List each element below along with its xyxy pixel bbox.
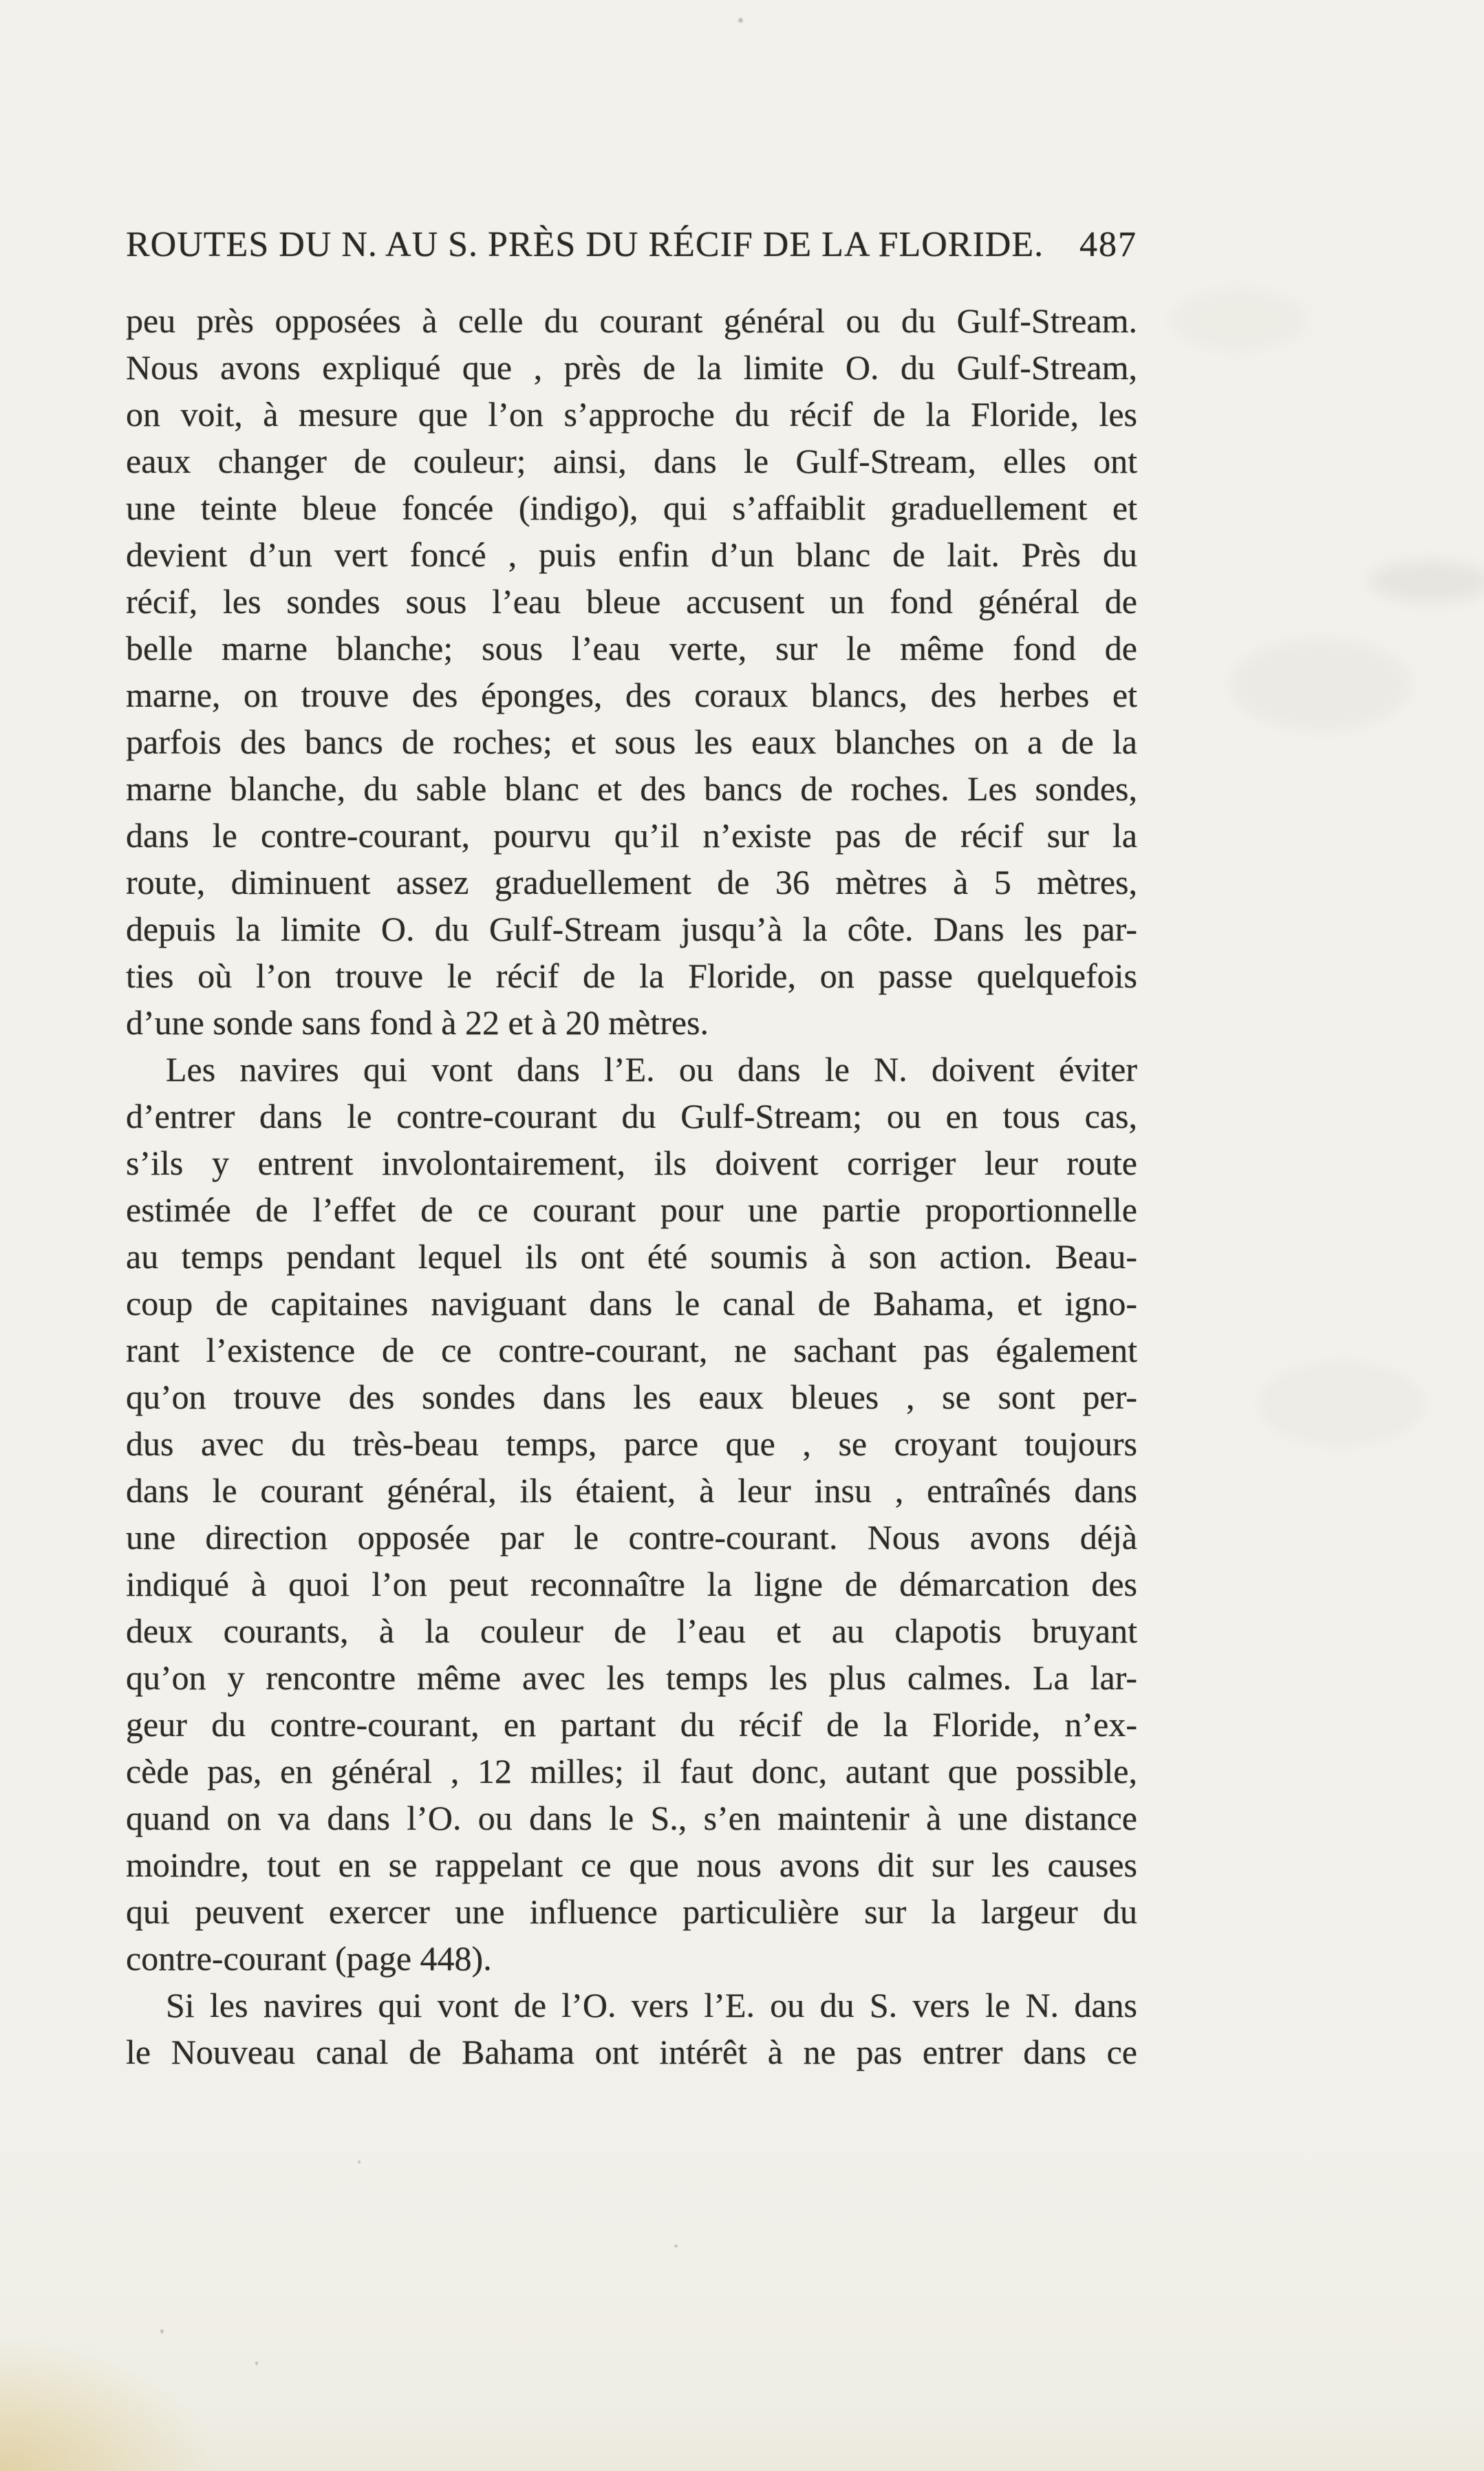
paragraph [126, 1046, 1137, 1982]
page-number: 487 [1079, 225, 1137, 264]
paragraph [126, 1982, 1137, 2075]
text-line: dans le contre-courant, pourvu qu’il n’existe pas de récif sur la [126, 816, 1137, 855]
text-line: indiqué à quoi l’on peut reconnaître la ligne de démarcation des [126, 1565, 1137, 1603]
text-line: s’ils y entrent involontairement, ils doivent corriger leur route [126, 1144, 1137, 1182]
text-line: qui peuvent exercer une influence particulière sur la largeur du [126, 1892, 1137, 1931]
text-line: estimée de l’effet de ce courant pour une partie proportionnelle [126, 1190, 1137, 1229]
paper-speck [358, 2161, 361, 2163]
running-header [126, 224, 1137, 265]
text-line: d’entrer dans le contre-courant du Gulf-Stream; ou en tous cas, [126, 1097, 1137, 1135]
text-line: une teinte bleue foncée (indigo), qui s’affaiblit graduellement et [126, 489, 1137, 527]
text-line: d’une sonde sans fond à 22 et à 20 mètres. [126, 1003, 709, 1042]
text-line: une direction opposée par le contre-courant. Nous avons déjà [126, 1518, 1137, 1557]
paragraph [126, 297, 1137, 1046]
text-line: Les navires qui vont dans l’E. ou dans le N. doivent éviter [166, 1050, 1137, 1089]
text-line: au temps pendant lequel ils ont été soumis à son action. Beau- [126, 1237, 1137, 1276]
text-line: dus avec du très-beau temps, parce que , se croyant toujours [126, 1424, 1137, 1463]
text-line: marne blanche, du sable blanc et des bancs de roches. Les sondes, [126, 769, 1137, 808]
text-line: récif, les sondes sous l’eau bleue accusent un fond général de [126, 582, 1137, 621]
text-line: coup de capitaines naviguant dans le canal de Bahama, et igno- [126, 1284, 1137, 1323]
text-line: qu’on y rencontre même avec les temps les plus calmes. La lar- [126, 1658, 1137, 1697]
paper-speck [160, 2329, 164, 2333]
text-line: belle marne blanche; sous l’eau verte, sur le même fond de [126, 629, 1137, 667]
text-line: qu’on trouve des sondes dans les eaux bleues , se sont per- [126, 1378, 1137, 1416]
text-line: Si les navires qui vont de l’O. vers l’E. ou du S. vers le N. dans [166, 1986, 1137, 2024]
text-line: ties où l’on trouve le récif de la Floride, on passe quelquefois [126, 956, 1137, 995]
text-line: Nous avons expliqué que , près de la limite O. du Gulf-Stream, [126, 348, 1137, 387]
text-line: peu près opposées à celle du courant général ou du Gulf-Stream. [126, 301, 1137, 340]
text-line: quand on va dans l’O. ou dans le S., s’en maintenir à une distance [126, 1799, 1137, 1837]
text-line: dans le courant général, ils étaient, à leur insu , entraînés dans [126, 1471, 1137, 1510]
text-line: route, diminuent assez graduellement de 36 mètres à 5 mètres, [126, 863, 1137, 901]
paper-speck [674, 2245, 678, 2247]
text-line: rant l’existence de ce contre-courant, ne sachant pas également [126, 1331, 1137, 1369]
scan-smudge [1232, 640, 1410, 729]
scan-smudge [1369, 561, 1484, 602]
text-line: deux courants, à la couleur de l’eau et au clapotis bruyant [126, 1612, 1137, 1650]
paper-speck [255, 2362, 258, 2365]
text-line: depuis la limite O. du Gulf-Stream jusqu’à la côte. Dans les par- [126, 910, 1137, 948]
paper-speck [738, 18, 743, 23]
text-line: cède pas, en général , 12 milles; il faut donc, autant que possible, [126, 1752, 1137, 1790]
text-line: on voit, à mesure que l’on s’approche du récif de la Floride, les [126, 395, 1137, 434]
text-line: devient d’un vert foncé , puis enfin d’un blanc de lait. Près du [126, 535, 1137, 574]
running-header-title: ROUTES DU N. AU S. PRÈS DU RÉCIF DE LA FLORIDE. [126, 225, 1044, 264]
text-line: parfois des bancs de roches; et sous les eaux blanches on a de la [126, 723, 1137, 761]
text-line: contre-courant (page 448). [126, 1939, 492, 1978]
scan-smudge [1259, 1362, 1424, 1445]
scan-smudge [1170, 289, 1307, 351]
text-line: geur du contre-courant, en partant du récif de la Floride, n’ex- [126, 1705, 1137, 1744]
text-line: marne, on trouve des éponges, des coraux blancs, des herbes et [126, 676, 1137, 714]
text-line: moindre, tout en se rappelant ce que nous avons dit sur les causes [126, 1846, 1137, 1884]
text-line: le Nouveau canal de Bahama ont intérêt à ne pas entrer dans ce [126, 2033, 1137, 2071]
text-line: eaux changer de couleur; ainsi, dans le Gulf-Stream, elles ont [126, 442, 1137, 480]
text-block [126, 297, 1137, 2075]
